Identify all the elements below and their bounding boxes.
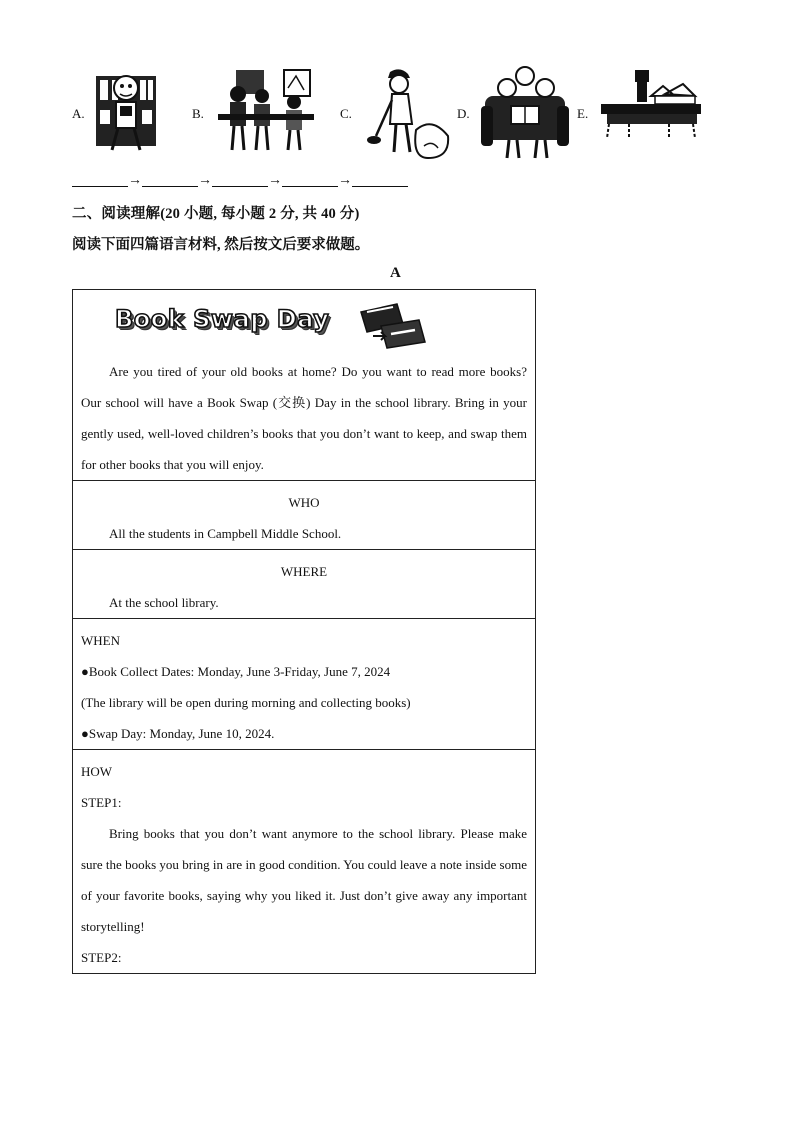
intro-cell [73, 290, 535, 481]
option-letter: B. [192, 106, 204, 121]
where-text: At the school library. [109, 595, 219, 610]
family-reading-on-sofa-picture [481, 66, 569, 160]
books-on-table-picture [599, 66, 703, 146]
ordering-blanks [72, 172, 408, 189]
book-swap-icon [357, 302, 429, 352]
section-instruction: 阅读下面四篇语言材料, 然后按文后要求做题。 [72, 237, 370, 253]
passage-letter: A [390, 265, 401, 281]
step1-text: Bring books that you don’t want anymore to the school library. Please make sure the books you bring in are in good condition. You could leave a note inside some of your favorite books, saying why you liked it. Just don’t give away any important storytelling! [81, 826, 527, 934]
how-heading: HOW [81, 764, 113, 779]
answer-blank[interactable] [212, 172, 268, 187]
picture-options [72, 66, 712, 166]
answer-blank[interactable] [352, 172, 408, 187]
answer-blank[interactable] [282, 172, 338, 187]
book-swap-poster [72, 289, 536, 974]
answer-blank[interactable] [72, 172, 128, 187]
intro-paragraph: Are you tired of your old books at home? Do you want to read more books? Our school will have a Book Swap (交换) Day in the school library. Bring in your gently used, well-loved children’s books that you don’t want to keep, and swap them for other books that you will enjoy. [81, 364, 527, 472]
step2-label: STEP2: [81, 950, 122, 965]
boy-cleaning-with-bag-picture [362, 66, 452, 160]
arrow: → [198, 173, 212, 188]
who-text: All the students in Campbell Middle School. [109, 526, 342, 541]
who-heading: WHO [288, 495, 320, 510]
arrow: → [268, 173, 282, 188]
poster-banner [81, 290, 527, 356]
option-letter: C. [340, 106, 352, 121]
who-cell [73, 481, 535, 550]
when-collect-dates: ●Book Collect Dates: Monday, June 3-Friday, June 7, 2024 [81, 664, 391, 679]
when-heading: WHEN [81, 633, 120, 648]
how-cell [73, 750, 535, 973]
section-title: 二、阅读理解(20 小题, 每小题 2 分, 共 40 分) [72, 206, 360, 222]
option-letter: E. [577, 106, 589, 121]
arrow: → [338, 173, 352, 188]
when-cell [73, 619, 535, 750]
where-cell [73, 550, 535, 619]
when-swap-day: ●Swap Day: Monday, June 10, 2024. [81, 726, 275, 741]
option-letter: A. [72, 106, 85, 121]
people-at-library-counter-picture [216, 66, 316, 156]
arrow: → [128, 173, 142, 188]
option-letter: D. [457, 106, 470, 121]
where-heading: WHERE [280, 564, 328, 579]
when-note: (The library will be open during morning and collecting books) [81, 695, 411, 710]
step1-label: STEP1: [81, 795, 122, 810]
answer-blank[interactable] [142, 172, 198, 187]
banner-title: Book Swap Day [115, 305, 330, 333]
boy-with-bookshelf-picture [94, 66, 158, 156]
